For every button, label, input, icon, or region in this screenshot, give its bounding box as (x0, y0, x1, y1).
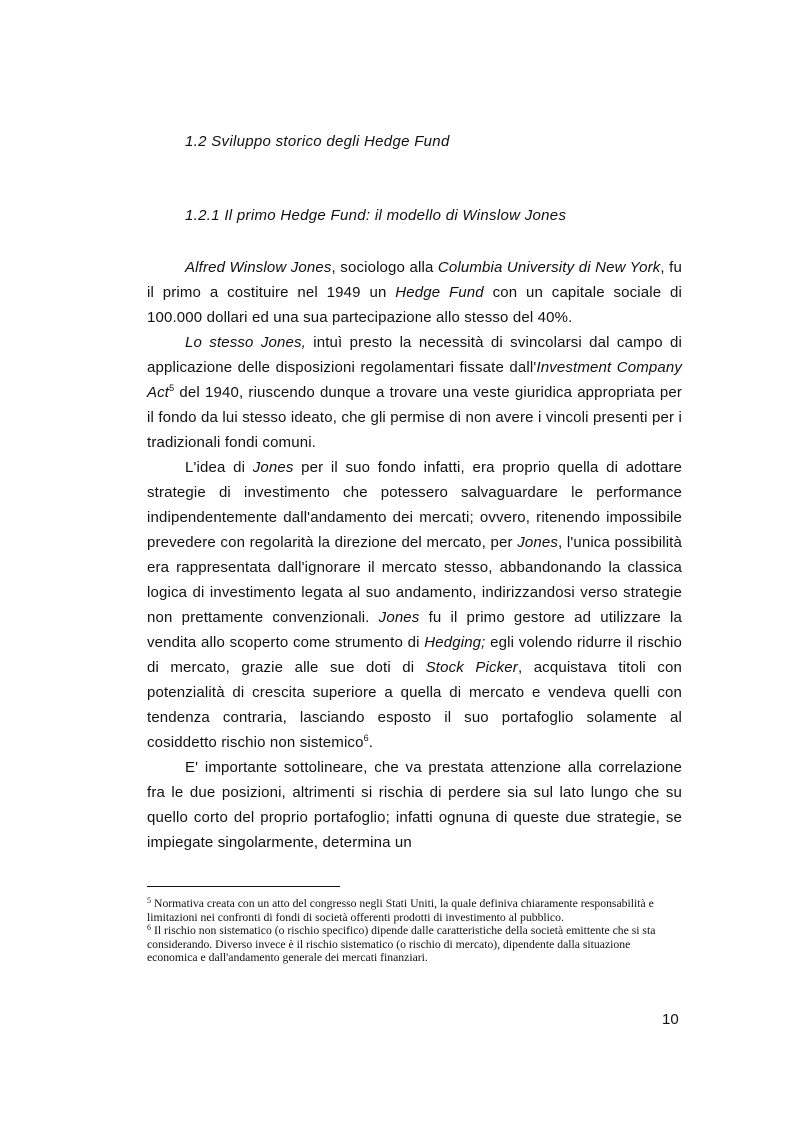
text-span: . (368, 734, 374, 751)
footnote-mark: 5 (147, 896, 151, 905)
text-span: Jones (252, 459, 294, 476)
body-text (147, 255, 682, 855)
text-span: Hedge Fund (395, 284, 484, 301)
subsection-title: 1.2.1 Il primo Hedge Fund: il modello di Winslow Jones (185, 207, 567, 224)
footnote-6 (147, 924, 683, 965)
text-span: Investment Company Act (147, 359, 682, 401)
text-span: Jones (517, 534, 558, 551)
text-span: , l'unica possibilità era rappresentata dall'ignorare il mercato stesso, abbandonando la classica logica di investimento legata al suo andamento, indirizzandosi verso strategie non prettamente convenzionali. (147, 534, 682, 626)
footnote-ref-6[interactable]: 6 (363, 733, 369, 743)
text-span: del 1940, riuscendo dunque a trovare una veste giuridica appropriata per il fondo da lui stesso ideato, che gli permise di non avere i vincoli presenti per i tradizionali fondi comuni. (147, 384, 682, 451)
footnote-5 (147, 897, 683, 924)
text-span: L'idea di (185, 459, 253, 476)
text-span: Jones (378, 609, 420, 626)
text-span: con un capitale sociale di 100.000 dollari ed una sua partecipazione allo stesso del 40%. (147, 284, 682, 326)
text-span: intuì presto la necessità di svincolarsi dal campo di applicazione delle disposizioni regolamentari fissate dall' (147, 334, 682, 376)
text-span: fu il primo gestore ad utilizzare la vendita allo scoperto come strumento di (147, 609, 682, 651)
footnote-text: Il rischio non sistematico (o rischio specifico) dipende dalle caratteristiche della società emittente che si sta considerando. Diverso invece è il rischio sistematico (o rischio di mercato), dipendente dalla situazione economica e dall'andamento generale dei mercati finanziari. (147, 924, 656, 964)
section-title: 1.2 Sviluppo storico degli Hedge Fund (185, 133, 450, 150)
text-span: Lo stesso Jones, (185, 334, 306, 351)
footnotes (147, 897, 683, 965)
text-span: Stock Picker (425, 659, 518, 676)
text-span: , fu il primo a costituire nel 1949 un (147, 259, 682, 301)
page-number: 10 (662, 1011, 679, 1028)
text-span: Hedging; (424, 634, 486, 651)
text-span: E' importante sottolineare, che va prestata attenzione alla correlazione fra le due posizioni, altrimenti si rischia di perdere sia sul lato lungo che su quello corto del proprio portafoglio; infatti ognuna di queste due strategie, se impiegate singolarmente, determina un (147, 759, 682, 851)
footnote-mark: 6 (147, 923, 151, 932)
text-span: , acquistava titoli con potenzialità di crescita superiore a quella di mercato e vendeva quelli con tendenza contraria, lasciando esposto il suo portafoglio solamente al cosiddetto rischio non sistemico (147, 659, 682, 751)
text-span: egli volendo ridurre il rischio di mercato, grazie alle sue doti di (147, 634, 682, 676)
text-span: per il suo fondo infatti, era proprio quella di adottare strategie di investimento che potessero salvaguardare le performance indipendentemente dall'andamento dei mercati; ovvero, ritenendo impossibile prevedere con regolarità la direzione del mercato, per (147, 459, 683, 551)
text-span: , sociologo alla (331, 259, 438, 276)
text-span: Alfred Winslow Jones (185, 259, 332, 276)
footnote-ref-5[interactable]: 5 (169, 383, 175, 393)
paragraph-2 (147, 330, 682, 455)
footnote-separator (147, 886, 340, 887)
paragraph-3 (147, 455, 682, 755)
paragraph-4 (147, 755, 682, 855)
footnote-text: Normativa creata con un atto del congresso negli Stati Uniti, la quale definiva chiaramente responsabilità e limitazioni nei confronti di fondi di società offerenti prodotti di investimento al pubblico. (147, 897, 654, 924)
paragraph-1 (147, 255, 682, 330)
text-span: Columbia University di New York (437, 259, 661, 276)
